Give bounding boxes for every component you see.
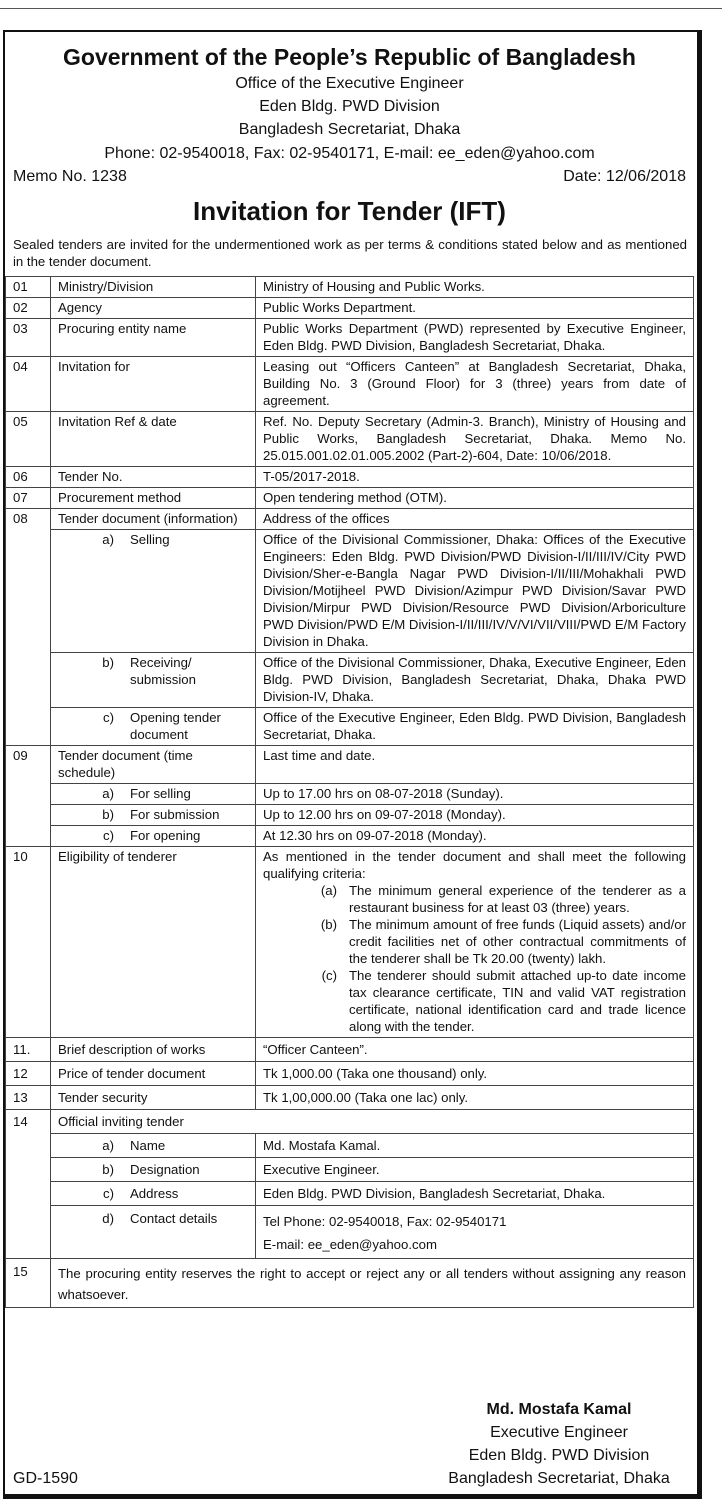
table-subrow [6, 530, 694, 653]
location-line: Bangladesh Secretariat, Dhaka [238, 121, 461, 138]
subrow-letter: b) [102, 807, 114, 822]
subrow-text: Designation [130, 1161, 200, 1177]
row-label: Invitation Ref & date [51, 412, 256, 467]
subrow-text: Contact details [130, 1211, 218, 1226]
table-row [6, 488, 694, 509]
row-value: Tk 1,000.00 (Taka one thousand) only. [256, 1062, 694, 1086]
memo-number: Memo No. 1238 [13, 168, 127, 185]
table-row [6, 509, 694, 530]
row-value: Md. Mostafa Kamal. [256, 1134, 694, 1158]
table-row [6, 357, 694, 412]
subrow-text: For opening [130, 828, 201, 843]
table-subrow [6, 1206, 694, 1259]
subrow-label [51, 805, 256, 826]
frame-shadow-right [697, 30, 702, 1498]
table-subrow [6, 708, 694, 746]
row-label: Eligibility of tenderer [51, 847, 256, 1038]
subrow-label [51, 653, 256, 708]
table-row [6, 467, 694, 488]
division-line: Eden Bldg. PWD Division [259, 98, 440, 115]
contact-phone: Tel Phone: 02-9540018, Fax: 02-9540171 [263, 1214, 507, 1229]
subrow-letter: c) [103, 710, 114, 725]
row-number-empty [6, 826, 51, 847]
signatory-division: Eden Bldg. PWD Division [468, 1447, 650, 1464]
row-value: Last time and date. [256, 746, 694, 784]
row-value: Leasing out “Officers Canteen” at Bangladesh Secretariat, Dhaka, Building No. 3 (Ground Floor) for 3 (three) years from date of agreement. [256, 357, 694, 412]
row-number-empty [6, 530, 51, 653]
row-value [256, 847, 694, 1038]
row-value: Address of the offices [256, 509, 694, 530]
subrow-letter: c) [103, 1185, 114, 1201]
row-value: Office of the Divisional Commissioner, Dhaka: Offices of the Executive Engineers: Eden Bldg. PWD Division/PWD Division-I/II/III/IV/City PWD Division/Sher-e-Bangla Nagar PWD Division-I/II/III/Mohakhali PWD Division/Motijheel PWD Division/Azimpur PWD Division/Savar PWD Division/Mirpur PWD Division/Resource PWD Division/Arboriculture PWD Division/PWD E/M Division-I/II/III/IV/V/VI/VII/VIII/PWD E/M Factory Division in Dhaka. [256, 530, 694, 653]
subrow-text: Selling [130, 532, 170, 547]
criterion-text: The tenderer should submit attached up-to date income tax clearance certificate, TIN and valid VAT registration certificate, national identification card and trade licence along with the tender. [349, 968, 686, 1034]
row-number: 13 [6, 1086, 51, 1110]
subrow-label [51, 1182, 256, 1206]
row-label: Agency [51, 298, 256, 319]
office-line: Office of the Executive Engineer [235, 75, 464, 92]
intro-paragraph: Sealed tenders are invited for the undermentioned work as per terms & conditions stated below and as mentioned in the tender document. [13, 237, 687, 269]
table-row [6, 319, 694, 357]
row-number-empty [6, 1182, 51, 1206]
row-value: Up to 17.00 hrs on 08-07-2018 (Sunday). [256, 784, 694, 805]
table-row [6, 847, 694, 1038]
frame-shadow-bottom [3, 1494, 702, 1499]
row-number-empty [6, 1158, 51, 1182]
signatory-name: Md. Mostafa Kamal [486, 1401, 632, 1418]
subrow-label [51, 1158, 256, 1182]
top-rule [0, 8, 722, 9]
row-value: Executive Engineer. [256, 1158, 694, 1182]
row-number: 07 [6, 488, 51, 509]
row-label: Tender document (time schedule) [51, 746, 256, 784]
subrow-text: Receiving/ submission [130, 655, 196, 687]
table-row [6, 277, 694, 298]
row-label: Tender No. [51, 467, 256, 488]
row-value: Ref. No. Deputy Secretary (Admin-3. Branch), Ministry of Housing and Public Works, Bangladesh Secretariat, Dhaka. Memo No. 25.015.001.02.01.005.2002 (Part-2)-604, Date: 10/06/2018. [256, 412, 694, 467]
row-value: Office of the Divisional Commissioner, Dhaka, Executive Engineer, Eden Bldg. PWD Division, Bangladesh Secretariat, Dhaka, Dhaka PWD Division-IV, Dhaka. [256, 653, 694, 708]
tender-table [5, 276, 694, 1308]
eligibility-intro: As mentioned in the tender document and shall meet the following qualifying criteria: [263, 849, 686, 881]
row-value: “Officer Canteen”. [256, 1038, 694, 1062]
row-value: T-05/2017-2018. [256, 467, 694, 488]
row-label: Official inviting tender [51, 1110, 694, 1134]
table-row [6, 412, 694, 467]
subrow-label [51, 826, 256, 847]
row-value: Office of the Executive Engineer, Eden Bldg. PWD Division, Bangladesh Secretariat, Dhaka. [256, 708, 694, 746]
row-label [51, 509, 256, 530]
row-label: Procurement method [51, 488, 256, 509]
row-value: Public Works Department (PWD) represented by Executive Engineer, Eden Bldg. PWD Division, Bangladesh Secretariat, Dhaka. [256, 319, 694, 357]
row-number-empty [6, 1206, 51, 1259]
table-row [6, 746, 694, 784]
row-number: 02 [6, 298, 51, 319]
row-number: 03 [6, 319, 51, 357]
subrow-letter: b) [102, 1161, 114, 1177]
row-value: Ministry of Housing and Public Works. [256, 277, 694, 298]
subrow-label [51, 1134, 256, 1158]
document-title: Invitation for Tender (IFT) [193, 196, 506, 226]
table-row [6, 1086, 694, 1110]
memo-date: Date: 12/06/2018 [563, 168, 686, 185]
subrow-text: Name [130, 1137, 166, 1153]
subrow-text: For submission [130, 807, 220, 822]
table-subrow [6, 784, 694, 805]
contact-email: E-mail: ee_eden@yahoo.com [263, 1237, 437, 1252]
row-label: Tender security [51, 1086, 256, 1110]
subrow-label [51, 1206, 256, 1259]
table-subrow [6, 826, 694, 847]
table-row [6, 1062, 694, 1086]
row-value: Eden Bldg. PWD Division, Bangladesh Secretariat, Dhaka. [256, 1182, 694, 1206]
subrow-letter: b) [102, 655, 114, 670]
contact-line: Phone: 02-9540018, Fax: 02-9540171, E-mail: ee_eden@yahoo.com [104, 145, 595, 162]
row-number-empty [6, 805, 51, 826]
row-value: At 12.30 hrs on 09-07-2018 (Monday). [256, 826, 694, 847]
row-number: 08 [6, 509, 51, 530]
row-number-empty [6, 708, 51, 746]
subrow-letter: a) [102, 1137, 114, 1153]
row-label: Brief description of works [51, 1038, 256, 1062]
subrow-label [51, 530, 256, 653]
row-number: 09 [6, 746, 51, 784]
row-value: Public Works Department. [256, 298, 694, 319]
criterion-letter: (a) [320, 883, 337, 898]
row-number-empty [6, 1134, 51, 1158]
row-number: 06 [6, 467, 51, 488]
subrow-label [51, 708, 256, 746]
criterion [263, 882, 686, 916]
row-value: Tk 1,00,000.00 (Taka one lac) only. [256, 1086, 694, 1110]
government-heading: Government of the People’s Republic of Bangladesh [63, 44, 636, 70]
criterion-letter: (c) [321, 968, 337, 983]
row-label: Ministry/Division [51, 277, 256, 298]
criterion [263, 967, 686, 1035]
table-subrow [6, 805, 694, 826]
table-subrow [6, 1134, 694, 1158]
table-subrow [6, 1158, 694, 1182]
row-number: 04 [6, 357, 51, 412]
row-label: Procuring entity name [51, 319, 256, 357]
table-row [6, 1038, 694, 1062]
subrow-letter: a) [102, 532, 114, 547]
row-number-empty [6, 653, 51, 708]
criterion-text: The minimum amount of free funds (Liquid assets) and/or credit facilities net of other contractual commitments of the tenderer shall be Tk 20.00 (twenty) lakh. [349, 917, 686, 966]
subrow-letter: d) [102, 1211, 114, 1226]
row-value: Open tendering method (OTM). [256, 488, 694, 509]
table-row [6, 1259, 694, 1308]
signatory-title: Executive Engineer [490, 1424, 628, 1441]
criterion-text: The minimum general experience of the tenderer as a restaurant business for at least 03 (three) years. [349, 883, 686, 915]
subrow-text: Opening tender document [130, 710, 221, 742]
row-label: Invitation for [51, 357, 256, 412]
subrow-text: Address [130, 1185, 179, 1201]
row-number-empty [6, 784, 51, 805]
row-number: 01 [6, 277, 51, 298]
table-subrow [6, 653, 694, 708]
subrow-letter: a) [102, 786, 114, 801]
row-value: Up to 12.00 hrs on 09-07-2018 (Monday). [256, 805, 694, 826]
row-number: 12 [6, 1062, 51, 1086]
table-row [6, 1110, 694, 1134]
table-row [6, 298, 694, 319]
row-number: 11. [6, 1038, 51, 1062]
row-number: 10 [6, 847, 51, 1038]
subrow-label [51, 784, 256, 805]
row-label-text: Tender document (information) [58, 511, 238, 526]
subrow-text: For selling [130, 786, 191, 801]
row-number: 05 [6, 412, 51, 467]
table-subrow [6, 1182, 694, 1206]
row-number: 15 [6, 1259, 51, 1308]
gd-code: GD-1590 [13, 1470, 78, 1487]
row-label: Price of tender document [51, 1062, 256, 1086]
criterion [263, 916, 686, 967]
signatory-location: Bangladesh Secretariat, Dhaka [448, 1470, 670, 1487]
row-value: The procuring entity reserves the right to accept or reject any or all tenders without assigning any reason whatsoever. [51, 1259, 694, 1308]
row-number: 14 [6, 1110, 51, 1134]
criterion-letter: (b) [320, 917, 337, 932]
subrow-letter: c) [103, 828, 114, 843]
row-value [256, 1206, 694, 1259]
